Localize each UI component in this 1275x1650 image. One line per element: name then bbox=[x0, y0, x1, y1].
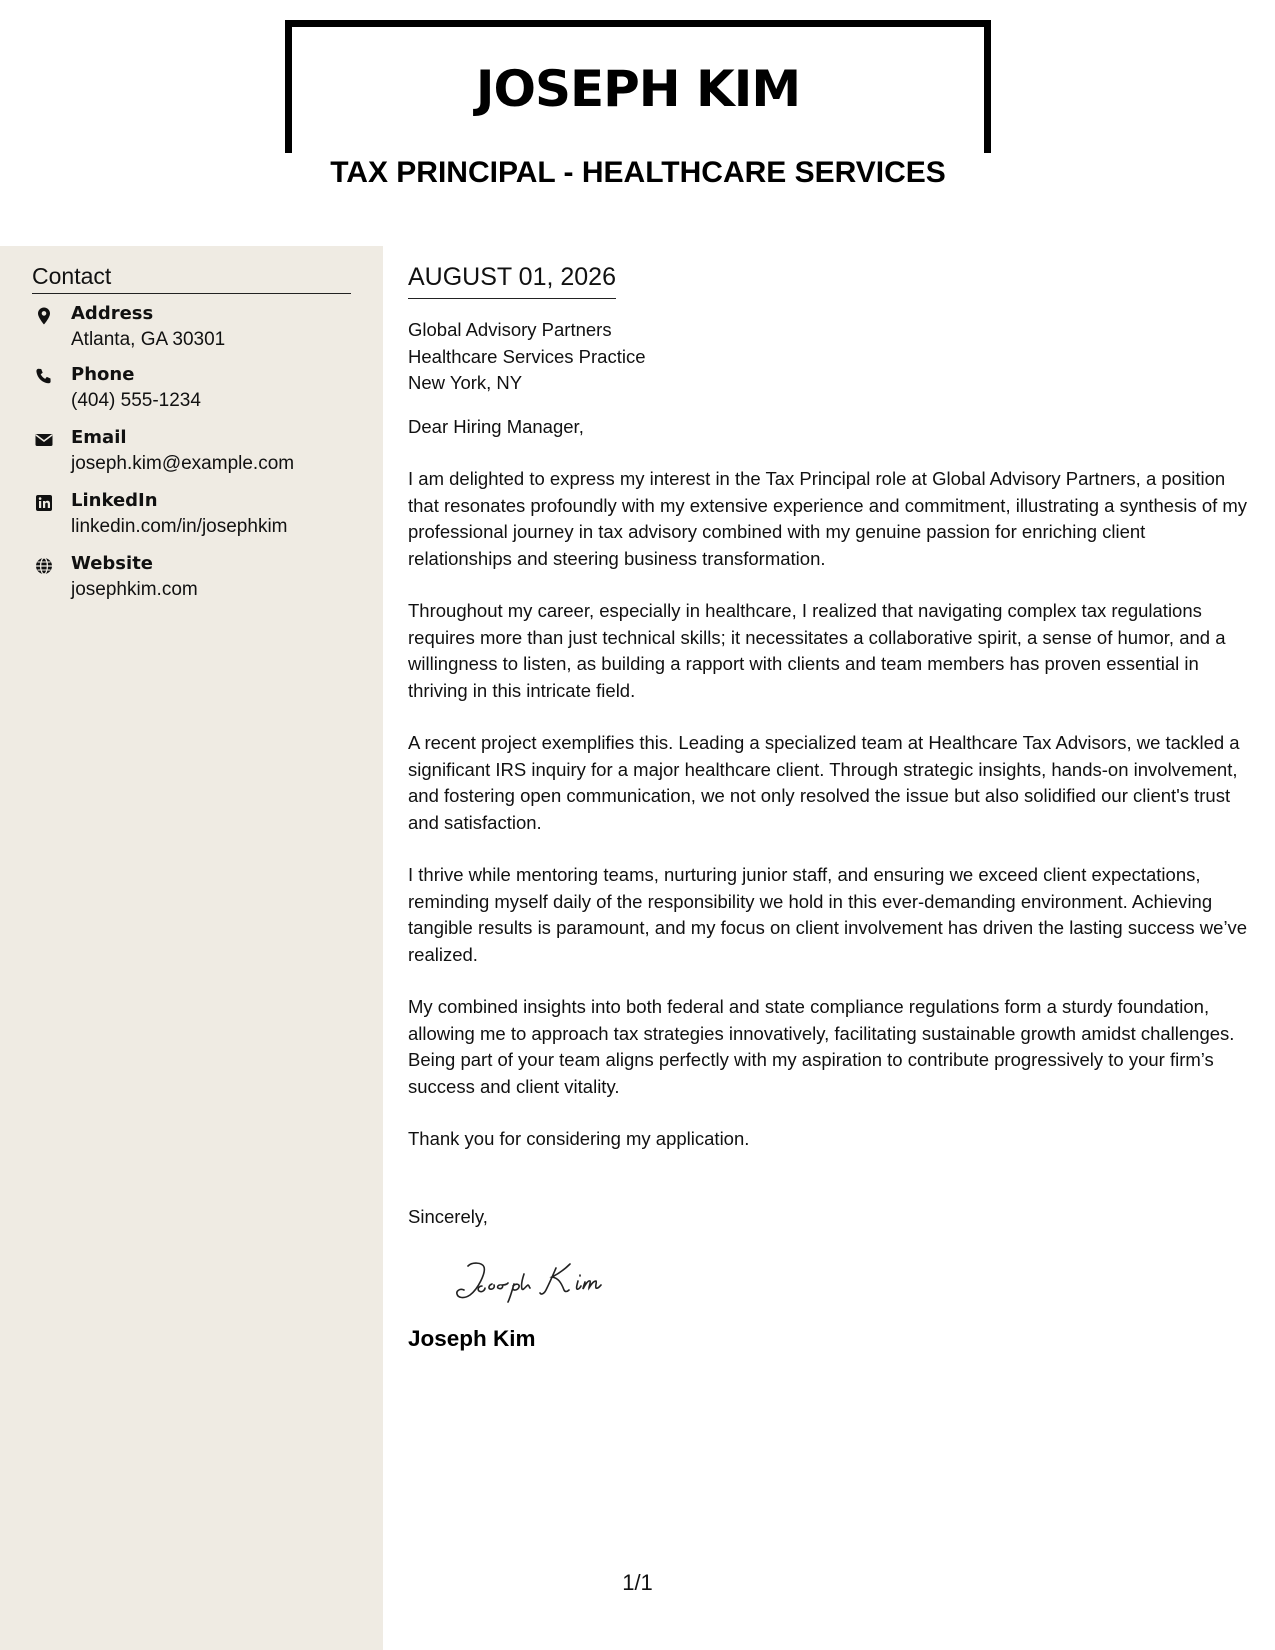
letter-body bbox=[408, 262, 1248, 1353]
contact-label: Phone bbox=[71, 364, 135, 385]
signer-name: Joseph Kim bbox=[408, 1326, 536, 1351]
contact-value: (404) 555-1234 bbox=[71, 390, 201, 411]
contact-value: linkedin.com/in/josephkim bbox=[71, 516, 288, 537]
contact-label: LinkedIn bbox=[71, 490, 158, 511]
map-pin-icon bbox=[34, 306, 54, 326]
handwritten-signature bbox=[438, 1252, 638, 1308]
contact-value: josephkim.com bbox=[71, 579, 198, 600]
recipient-company: Global Advisory Partners bbox=[408, 319, 612, 340]
contact-label: Email bbox=[71, 427, 127, 448]
letter-date: AUGUST 01, 2026 bbox=[408, 262, 616, 299]
recipient-department: Healthcare Services Practice bbox=[408, 345, 646, 367]
globe-icon bbox=[34, 556, 54, 576]
salutation: Dear Hiring Manager, bbox=[408, 415, 584, 437]
body-paragraph: A recent project exemplifies this. Leading a specialized team at Healthcare Tax Advisors, we tackled a significant IRS inquiry for a major healthcare client. Through strategic insights, hands-on involvement, and fostering open communication, we not only resolved the issue but also solidified our client's trust and satisfaction. bbox=[408, 732, 1240, 833]
page-number: 1/1 bbox=[622, 1570, 653, 1595]
job-title: TAX PRINCIPAL - HEALTHCARE SERVICES bbox=[312, 156, 964, 189]
job-title-line bbox=[285, 153, 991, 193]
body-paragraph: Throughout my career, especially in healthcare, I realized that navigating complex tax regulations requires more than just technical skills; it necessitates a collaborative spirit, a sense of humor, and a willingness to listen, as building a rapport with clients and team members has proven essential in thriving in this intricate field. bbox=[408, 600, 1226, 701]
body-paragraph: I am delighted to express my interest in the Tax Principal role at Global Advisory Partners, a position that resonates profoundly with my extensive experience and commitment, illustrating a synthesis of my professional journey in tax advisory combined with my genuine passion for enriching client relationships and steering business transformation. bbox=[408, 468, 1248, 569]
applicant-name: JOSEPH KIM bbox=[475, 60, 801, 118]
recipient-location: New York, NY bbox=[408, 372, 523, 393]
phone-icon bbox=[34, 367, 54, 387]
envelope-icon bbox=[34, 430, 54, 450]
linkedin-icon bbox=[34, 493, 54, 513]
contact-value: joseph.kim@example.com bbox=[71, 453, 295, 474]
recipient-block bbox=[408, 317, 1248, 397]
closing-line: Thank you for considering my application. bbox=[408, 1128, 750, 1149]
contact-heading: Contact bbox=[32, 262, 351, 294]
body-paragraph: My combined insights into both federal and state compliance regulations form a sturdy foundation, allowing me to approach tax strategies innovatively, facilitating sustainable growth amidst challenges. Being part of your team aligns perfectly with my aspiration to contribute progressively to your firm’s success and client vitality. bbox=[408, 996, 1235, 1097]
contact-label: Address bbox=[71, 303, 154, 324]
contact-value: Atlanta, GA 30301 bbox=[71, 329, 226, 350]
body-paragraph: I thrive while mentoring teams, nurturing junior staff, and ensuring we exceed client expectations, reminding myself daily of the responsibility we hold in this ever-demanding environment. Achieving tangible results is paramount, and my focus on client involvement has driven the lasting success we’ve realized. bbox=[408, 864, 1248, 965]
signoff: Sincerely, bbox=[408, 1205, 488, 1227]
contact-label: Website bbox=[71, 553, 154, 574]
